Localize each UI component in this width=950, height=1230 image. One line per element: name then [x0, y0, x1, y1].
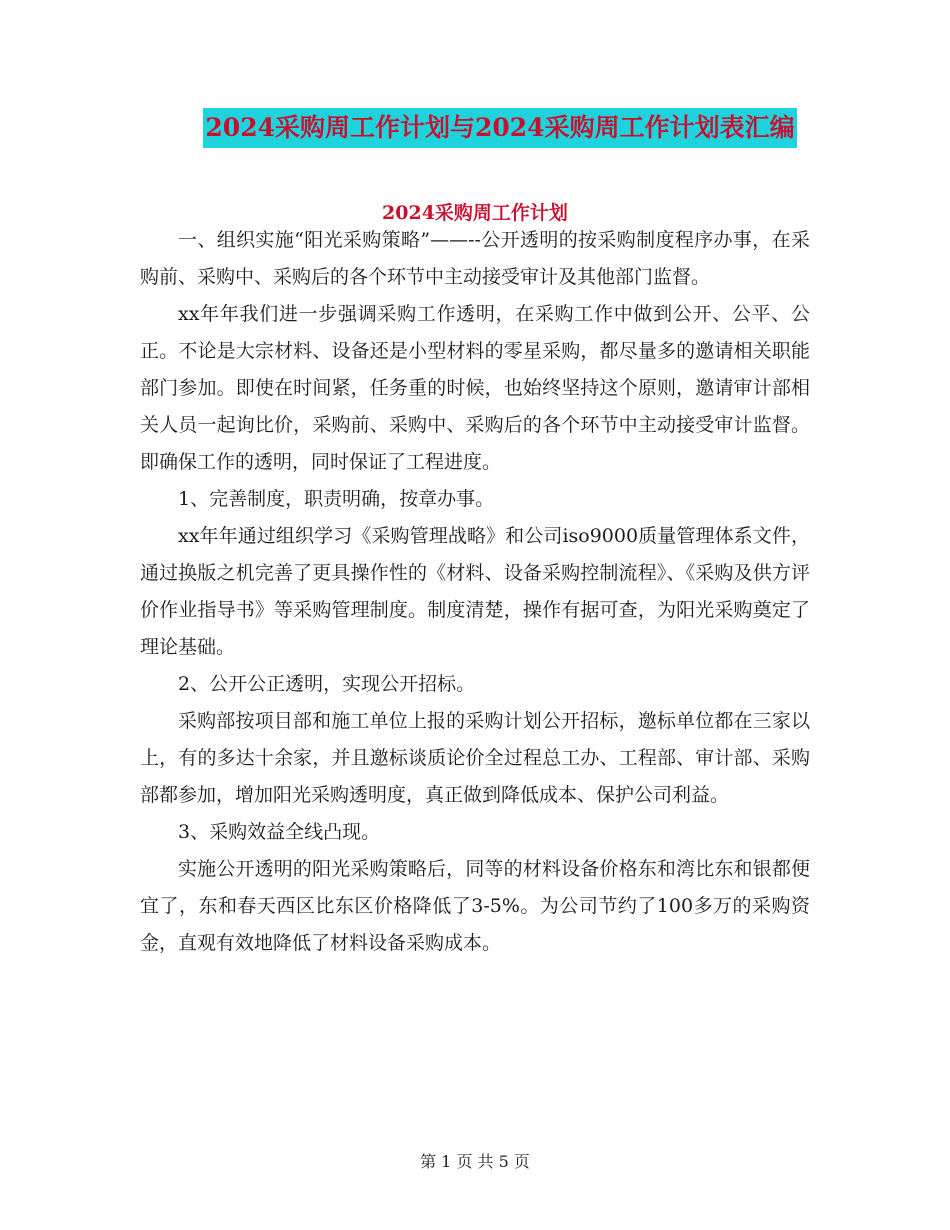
- document-title-wrap: [0, 108, 950, 148]
- document-title: 2024采购周工作计划与2024采购周工作计划表汇编: [203, 108, 796, 148]
- paragraph: 2、公开公正透明，实现公开招标。: [178, 673, 476, 695]
- paragraph: 3、采购效益全线凸现。: [178, 821, 381, 843]
- paragraph: 一、组织实施“阳光采购策略”——--公开透明的按采购制度程序办事，在采购前、采购中、采购后的各个环节中主动接受审计及其他部门监督。: [140, 229, 810, 288]
- paragraph: xx年年通过组织学习《采购管理战略》和公司iso9000质量管理体系文件，通过换版之机完善了更具操作性的《材料、设备采购控制流程》、《采购及供方评价作业指导书》等采购管理制度。制度清楚，操作有据可查，为阳光采购奠定了理论基础。: [140, 525, 810, 658]
- paragraph: 采购部按项目部和施工单位上报的采购计划公开招标，邀标单位都在三家以上，有的多达十余家，并且邀标谈质论价全过程总工办、工程部、审计部、采购部都参加，增加阳光采购透明度，真正做到降低成本、保护公司利益。: [140, 710, 810, 806]
- paragraph: 实施公开透明的阳光采购策略后，同等的材料设备价格东和湾比东和银都便宜了，东和春天西区比东区价格降低了3-5%。为公司节约了100多万的采购资金，直观有效地降低了材料设备采购成本。: [140, 858, 810, 954]
- paragraph: 1、完善制度，职责明确，按章办事。: [178, 488, 495, 510]
- page-footer: 第 1 页 共 5 页: [420, 1152, 530, 1171]
- section-heading: 2024采购周工作计划: [382, 202, 568, 224]
- document-body: [140, 222, 810, 962]
- paragraph: xx年年我们进一步强调采购工作透明，在采购工作中做到公开、公平、公正。不论是大宗材料、设备还是小型材料的零星采购，都尽量多的邀请相关职能部门参加。即使在时间紧，任务重的时候，也始终坚持这个原则，邀请审计部相关人员一起询比价，采购前、采购中、采购后的各个环节中主动接受审计监督。即确保工作的透明，同时保证了工程进度。: [140, 303, 810, 473]
